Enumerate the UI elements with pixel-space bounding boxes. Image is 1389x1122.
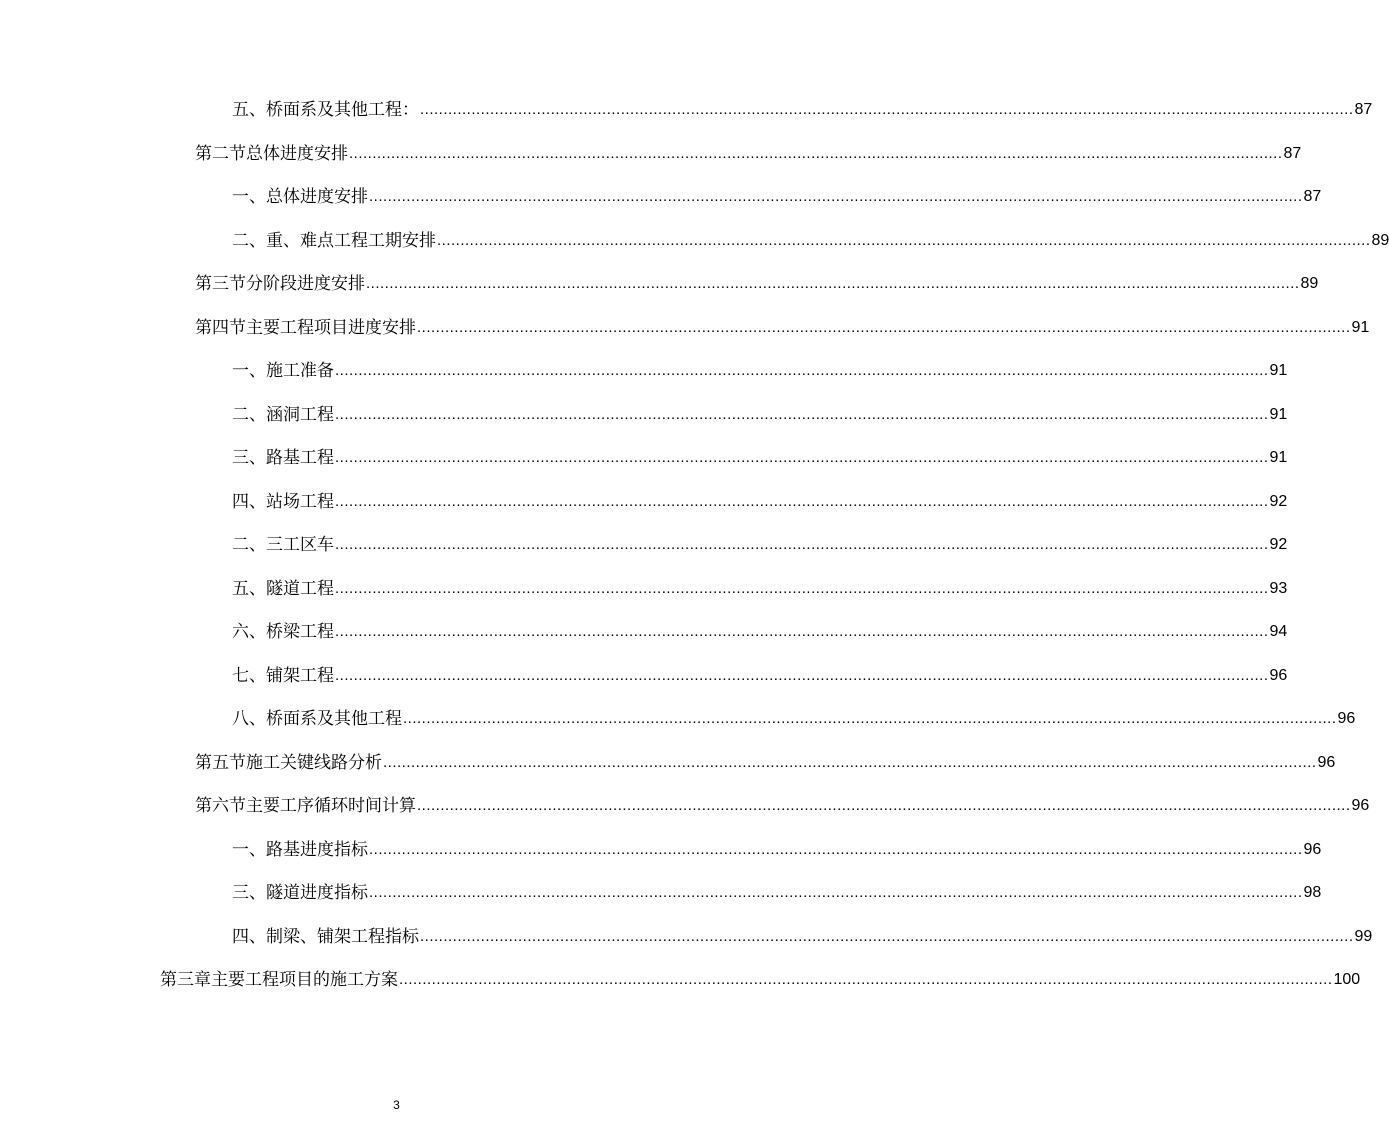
toc-dot-leader: ........................................................................................................................................................................................................	[335, 492, 1269, 510]
toc-entry-page: 91	[1269, 362, 1288, 379]
toc-dot-leader: ........................................................................................................................................................................................................	[349, 144, 1283, 162]
toc-entry-label: 七、铺架工程	[232, 665, 334, 686]
toc-dot-leader: ........................................................................................................................................................................................................	[335, 536, 1269, 553]
toc-entry[interactable]	[195, 270, 1319, 294]
toc-dot-leader: ........................................................................................................................................................................................................	[335, 449, 1269, 466]
toc-entry[interactable]	[195, 749, 1336, 773]
toc-entry-page: 92	[1269, 492, 1288, 510]
toc-entry[interactable]	[232, 879, 1322, 903]
toc-dot-leader: ........................................................................................................................................................................................................	[369, 884, 1303, 901]
toc-entry-label: 二、三工区车	[232, 535, 334, 555]
toc-entry-label: 一、路基进度指标	[232, 839, 368, 860]
toc-dot-leader: ........................................................................................................................................................................................................	[417, 797, 1351, 814]
toc-entry-label: 八、桥面系及其他工程	[232, 709, 402, 729]
toc-entry-label: 一、施工准备	[232, 361, 334, 381]
toc-entry-page: 99	[1354, 927, 1373, 945]
toc-entry[interactable]	[232, 488, 1288, 512]
toc-entry[interactable]	[232, 183, 1322, 207]
toc-entry-label: 一、总体进度安排	[232, 187, 368, 207]
toc-entry[interactable]	[160, 966, 1361, 990]
toc-entry-page: 89	[1371, 231, 1389, 249]
toc-entry-page: 100	[1333, 971, 1361, 988]
toc-entry-label: 二、涵洞工程	[232, 404, 334, 425]
toc-entry-page: 91	[1351, 318, 1370, 336]
toc-entry-page: 96	[1351, 797, 1370, 814]
toc-entry[interactable]	[232, 401, 1288, 425]
toc-entry-label: 六、桥梁工程	[232, 622, 334, 642]
toc-entry-label: 五、隧道工程	[232, 578, 334, 599]
toc-entry-page: 87	[1354, 101, 1373, 118]
toc-entry-page: 94	[1269, 623, 1288, 640]
toc-entry-page: 92	[1269, 536, 1288, 553]
toc-dot-leader: ........................................................................................................................................................................................................	[366, 275, 1300, 292]
toc-entry-page: 96	[1317, 753, 1336, 771]
toc-entry-label: 三、隧道进度指标	[232, 883, 368, 903]
page-number: 3	[393, 1098, 400, 1112]
toc-entry[interactable]	[195, 792, 1370, 816]
toc-dot-leader: ........................................................................................................................................................................................................	[417, 318, 1351, 336]
toc-dot-leader: ........................................................................................................................................................................................................	[335, 362, 1269, 379]
toc-entry-label: 二、重、难点工程工期安排	[232, 230, 436, 251]
toc-entry-page: 96	[1269, 666, 1288, 684]
toc-entry-label: 四、站场工程	[232, 491, 334, 512]
toc-entry-label: 五、桥面系及其他工程：	[232, 100, 419, 120]
toc-entry[interactable]	[232, 444, 1288, 468]
toc-entry-page: 96	[1337, 710, 1356, 727]
toc-entry-page: 91	[1269, 405, 1288, 423]
toc-entry[interactable]	[232, 923, 1373, 947]
toc-dot-leader: ........................................................................................................................................................................................................	[369, 188, 1303, 205]
toc-entry-page: 93	[1269, 579, 1288, 597]
toc-dot-leader: ........................................................................................................................................................................................................	[383, 753, 1317, 771]
toc-dot-leader: ........................................................................................................................................................................................................	[420, 101, 1354, 118]
toc-entry[interactable]	[195, 314, 1370, 338]
toc-entry-label: 第六节主要工序循环时间计算	[195, 796, 416, 816]
toc-dot-leader: ........................................................................................................................................................................................................	[369, 840, 1303, 858]
toc-dot-leader: ........................................................................................................................................................................................................	[335, 623, 1269, 640]
toc-entry-label: 第三节分阶段进度安排	[195, 274, 365, 294]
toc-entry[interactable]	[232, 531, 1288, 555]
toc-entry[interactable]	[232, 618, 1288, 642]
toc-dot-leader: ........................................................................................................................................................................................................	[335, 405, 1269, 423]
toc-dot-leader: ........................................................................................................................................................................................................	[420, 927, 1354, 945]
toc-entry-label: 第三章主要工程项目的施工方案	[160, 970, 398, 990]
toc-entry-page: 89	[1300, 275, 1319, 292]
toc-entry[interactable]	[232, 662, 1288, 686]
toc-entry[interactable]	[232, 357, 1288, 381]
toc-entry[interactable]	[232, 836, 1322, 860]
toc-entry-label: 第五节施工关键线路分析	[195, 752, 382, 773]
toc-entry[interactable]	[232, 705, 1356, 729]
toc-entry[interactable]	[232, 575, 1288, 599]
toc-entry-page: 98	[1303, 884, 1322, 901]
toc-entry-label: 三、路基工程	[232, 448, 334, 468]
toc-dot-leader: ........................................................................................................................................................................................................	[335, 579, 1269, 597]
toc-entry-page: 91	[1269, 449, 1288, 466]
toc-dot-leader: ........................................................................................................................................................................................................	[403, 710, 1337, 727]
toc-entry-label: 第二节总体进度安排	[195, 143, 348, 164]
toc-entry[interactable]	[232, 227, 1389, 251]
toc-entry-label: 第四节主要工程项目进度安排	[195, 317, 416, 338]
toc-entry[interactable]	[232, 96, 1373, 120]
toc-entry-page: 96	[1303, 840, 1322, 858]
toc-entry-page: 87	[1283, 144, 1302, 162]
toc-dot-leader: ........................................................................................................................................................................................................	[399, 971, 1333, 988]
toc-dot-leader: ........................................................................................................................................................................................................	[437, 231, 1371, 249]
toc-entry-label: 四、制梁、铺架工程指标	[232, 926, 419, 947]
toc-dot-leader: ........................................................................................................................................................................................................	[335, 666, 1269, 684]
toc-entry-page: 87	[1303, 188, 1322, 205]
toc-entry[interactable]	[195, 140, 1302, 164]
